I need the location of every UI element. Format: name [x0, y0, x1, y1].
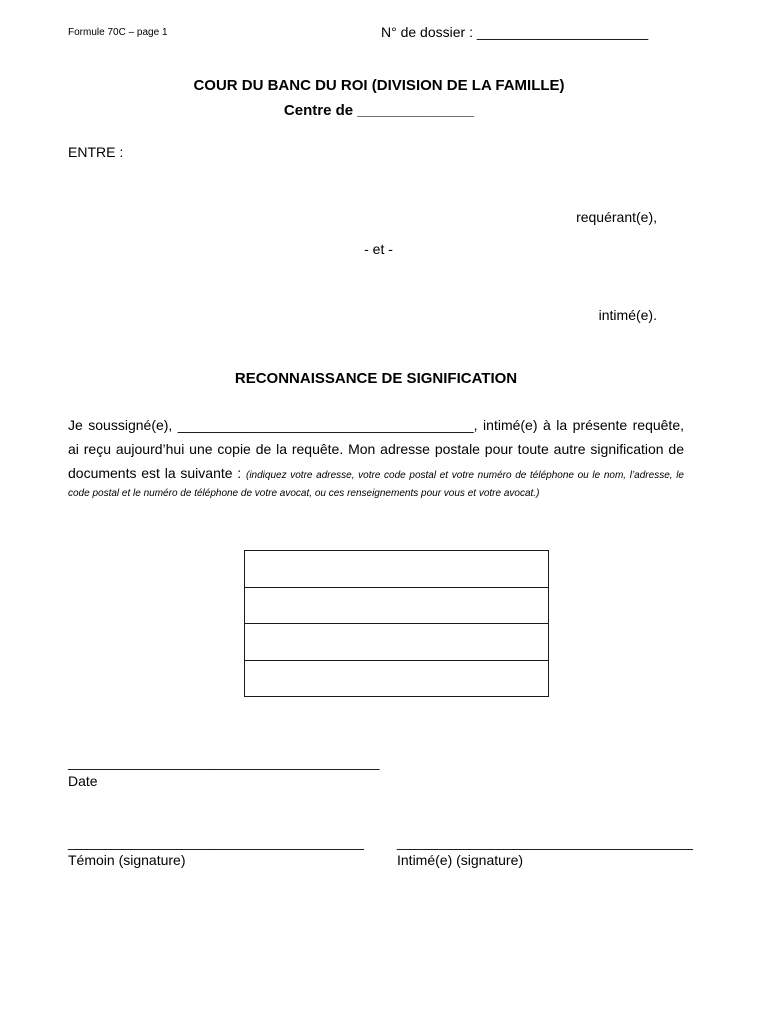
court-centre-field: Centre de ______________: [283, 102, 475, 119]
address-instructions: (indiquez votre adresse, votre code postal et votre numéro de téléphone ou le nom, l’adresse, le: [245, 470, 684, 481]
address-box: [244, 550, 549, 697]
section-title: RECONNAISSANCE DE SIGNIFICATION: [234, 370, 518, 387]
date-line: ________________________________________: [68, 754, 380, 770]
statement-line: [68, 461, 684, 485]
statement-line: Je soussigné(e), ______________________________________, intimé(e) à la présente requête,: [68, 417, 684, 433]
address-box-row: [245, 623, 548, 660]
parties-heading: ENTRE :: [68, 144, 124, 160]
parties-separator: - et -: [364, 241, 393, 257]
witness-signature-line: ______________________________________: [68, 834, 364, 850]
witness-signature-label: Témoin (signature): [68, 852, 186, 868]
applicant-role-label: requérant(e),: [576, 209, 657, 225]
respondent-signature-label: Intimé(e) (signature): [397, 852, 524, 868]
court-title: COUR DU BANC DU ROI (DIVISION DE LA FAMILLE): [193, 77, 565, 94]
address-box-row: [245, 551, 548, 587]
statement-line: ai reçu aujourd’hui une copie de la requête. Mon adresse postale pour toute autre signification de: [68, 441, 684, 457]
address-instructions-continued: code postal et le numéro de téléphone de votre avocat, ou ces renseignements pour vous et votre avocat.): [68, 488, 540, 499]
file-number-field: N° de dossier : ______________________: [381, 24, 649, 40]
respondent-signature-line: ______________________________________: [397, 834, 693, 850]
form-number-label: Formule 70C – page 1: [68, 27, 168, 38]
address-box-row: [245, 660, 548, 697]
date-label: Date: [68, 773, 98, 789]
statement-line-text: documents est la suivante :: [68, 465, 242, 481]
respondent-role-label: intimé(e).: [598, 307, 657, 323]
address-box-row: [245, 587, 548, 624]
